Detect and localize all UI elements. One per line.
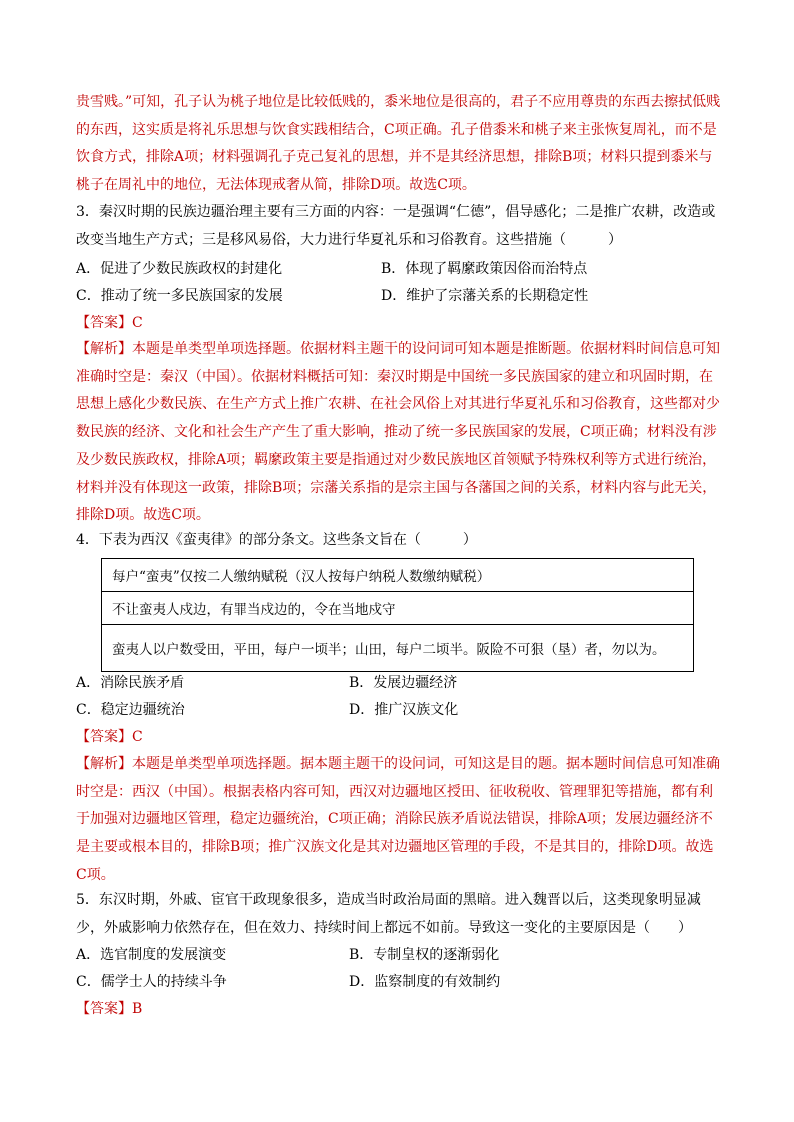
table-row [102, 592, 694, 625]
question-5-stem: 5．东汉时期，外戚、宦官干政现象很多，造成当时政治局面的黑暗。进入魏晋以后，这类现象明显减少，外戚影响力依然存在，但在效力、持续时间上都远不如前。导致这一变化的主要原因是（ ） [76, 892, 701, 936]
q5-option-b: B．专制皇权的逐渐弱化 [349, 947, 500, 963]
q3-answer [76, 313, 143, 333]
q4-option-a: A．消除民族矛盾 [76, 675, 185, 691]
table-row [102, 625, 694, 672]
analysis-tag: 【解析】 [76, 756, 132, 772]
q3-option-a: A．促进了少数民族政权的封建化 [76, 261, 283, 277]
table-row [102, 559, 694, 592]
previous-analysis-continuation: 贵雪贱。”可知，孔子认为桃子地位是比较低贱的，黍米地位是很高的，君子不应用尊贵的东西去擦拭低贱的东西，这实质是将礼乐思想与饮食实践相结合，C项正确。孔子借黍米和桃子来主张恢复周礼，而不是饮食方式，排除A项；材料强调孔子克己复礼的思想，并不是其经济思想，排除B项；材料只提到黍米与桃子在周礼中的地位，无法体现戒奢从简，排除D项。故选C项。 [76, 94, 721, 194]
question-4-stem: 4．下表为西汉《蛮夷律》的部分条文。这些条文旨在（ ） [76, 532, 477, 548]
analysis-text: 本题是单类型单项选择题。据本题主题干的设问词，可知这是目的题。据本题时间信息可知准确时空是：西汉（中国）。根据表格内容可知，西汉对边疆地区授田、征收税收、管理罪犯等措施，都有利于加强对边疆地区管理，稳定边疆统治，C项正确；消除民族矛盾说法错误，排除A项；发展边疆经济不是主要或根本目的，排除B项；推广汉族文化是其对边疆地区管理的手段，不是其目的，排除D项。故选C项。 [76, 756, 720, 883]
q4-option-c: C．稳定边疆统治 [76, 702, 185, 718]
analysis-text: 本题是单类型单项选择题。依据材料主题干的设问词可知本题是推断题。依据材料时间信息可知准确时空是：秦汉（中国）。依据材料概括可知：秦汉时期是中国统一多民族国家的建立和巩固时期，在思想上感化少数民族、在生产方式上推广农耕、在社会风俗上对其进行华夏礼乐和习俗教育，这些都对少数民族的经济、文化和社会生产产生了重大影响，推动了统一多民族国家的发展，C项正确；材料没有涉及少数民族政权，排除A项；羁縻政策主要是指通过对少数民族地区首领赋予特殊权利等方式进行统治，材料并没有体现这一政策，排除B项；宗藩关系指的是宗主国与各藩国之间的关系，材料内容与此无关，排除D项。故选C项。 [76, 341, 720, 524]
q4-analysis [76, 751, 722, 890]
q5-option-a: A．选官制度的发展演变 [76, 947, 227, 963]
q3-analysis [76, 336, 722, 530]
q5-option-c: C．儒学士人的持续斗争 [76, 974, 227, 990]
q4-option-d: D．推广汉族文化 [349, 702, 459, 718]
q4-material-table [101, 558, 694, 672]
table-cell: 每户“蛮夷”仅按二人缴纳赋税（汉人按每户纳税人数缴纳赋税） [102, 559, 694, 592]
answer-tag: 【答案】 [76, 729, 132, 745]
analysis-tag: 【解析】 [76, 341, 132, 357]
q5-answer [76, 999, 142, 1019]
question-3-stem: 3．秦汉时期的民族边疆治理主要有三方面的内容：一是强调“仁德”，倡导感化；二是推广农耕，改造或改变当地生产方式；三是移风易俗，大力进行华夏礼乐和习俗教育。这些措施（ ） [76, 204, 716, 248]
answer-value: B [132, 1001, 143, 1017]
table-cell: 蛮夷人以户数受田，平田，每户一顷半；山田，每户二顷半。阪险不可狠（垦）者，勿以为。 [102, 625, 694, 672]
q3-option-d: D．维护了宗藩关系的长期稳定性 [381, 288, 589, 304]
table-cell: 不让蛮夷人戍边，有罪当戍边的，令在当地戍守 [102, 592, 694, 625]
answer-value: C [132, 315, 143, 331]
q5-option-d: D．监察制度的有效制约 [349, 974, 501, 990]
answer-tag: 【答案】 [76, 1001, 132, 1017]
answer-tag: 【答案】 [76, 315, 132, 331]
q3-option-b: B．体现了羁縻政策因俗而治特点 [381, 261, 588, 277]
q4-answer [76, 727, 143, 747]
q4-option-b: B．发展边疆经济 [349, 675, 458, 691]
answer-value: C [132, 729, 143, 745]
q3-option-c: C．推动了统一多民族国家的发展 [76, 288, 283, 304]
